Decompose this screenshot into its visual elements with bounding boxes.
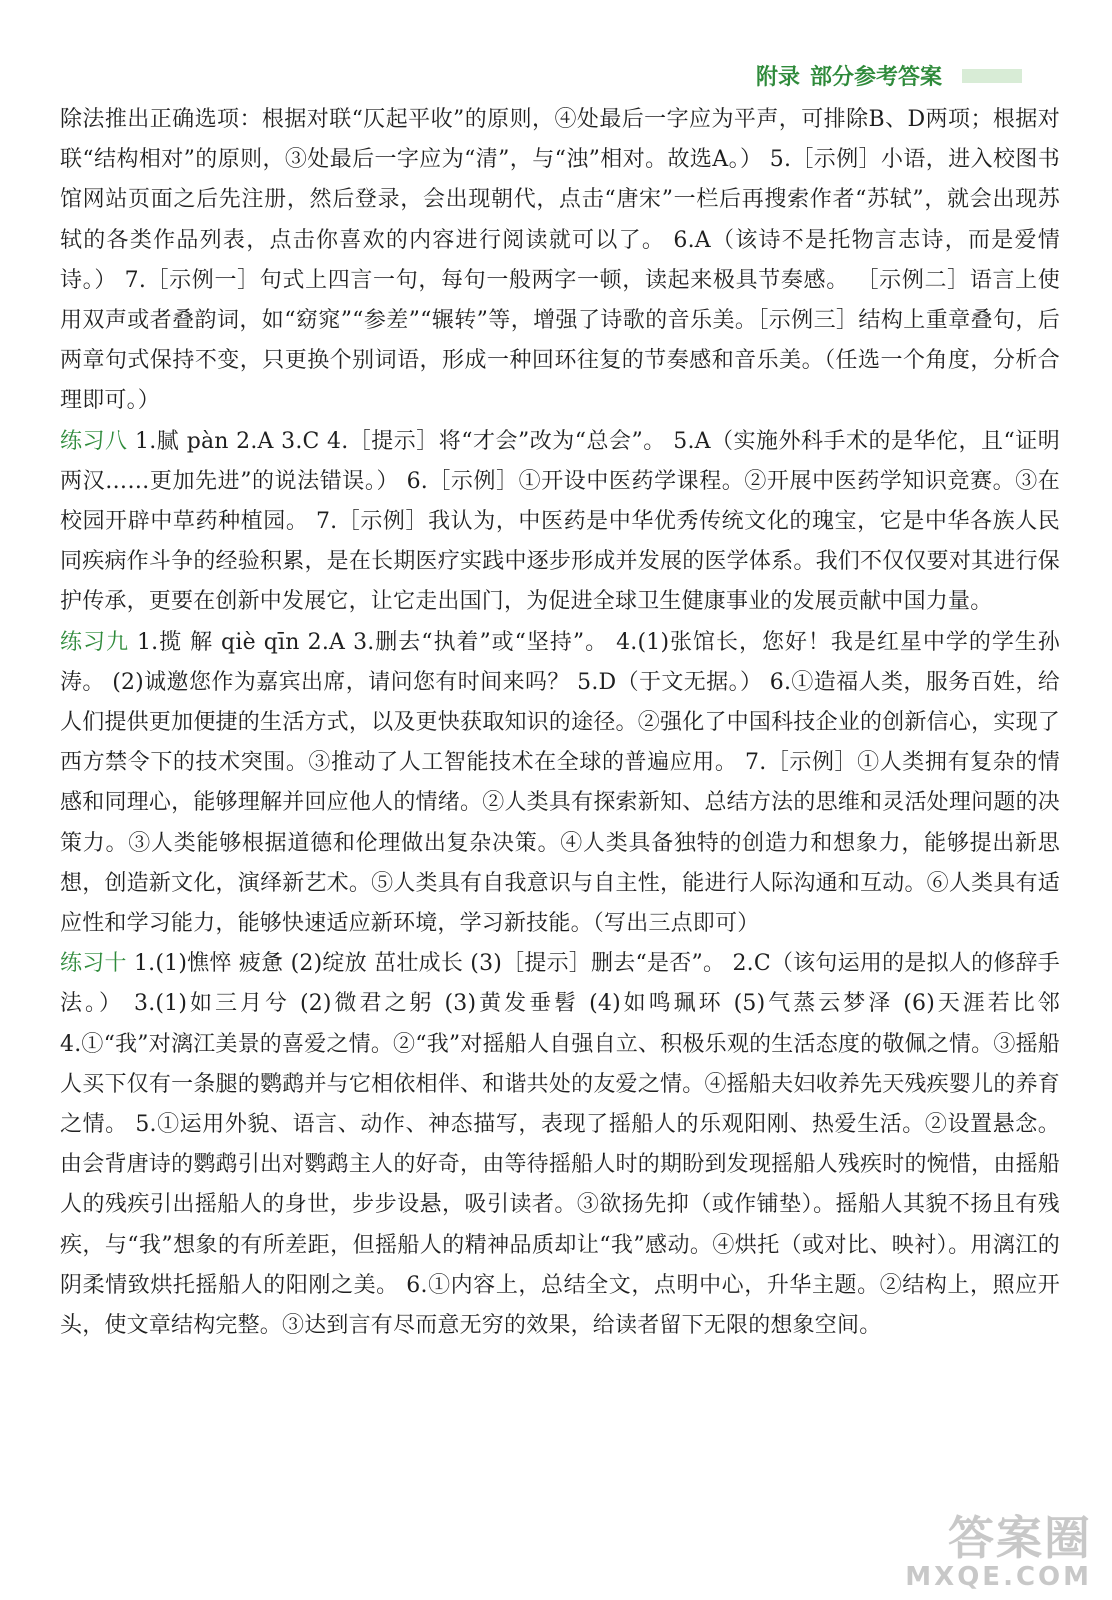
watermark-url: MXQE.COM [905, 1562, 1092, 1592]
paragraph-text: 1.腻 pàn 2.A 3.C 4.［提示］将“才会”改为“总会”。 5.A（实施外科手术的是华佗，且“证明两汉……更加先进”的说法错误。） 6.［示例］①开设中医药学课程。②开展中医药学知识竞赛。③在校园开辟中草药种植园。 7.［示例］我认为，中医药是中华优秀传统文化的瑰宝，它是中华各族人民同疾病作斗争的经验积累，是在长期医疗实践中逐步形成并发展的医学体系。我们不仅仅要对其进行保护传承，更要在创新中发展它，让它走出国门，为促进全球卫生健康事业的发展贡献中国力量。 [60, 428, 1061, 615]
watermark-logo [905, 1502, 1092, 1592]
header-decor-bar [962, 69, 1022, 83]
paragraph-text: 1.揽 解 qiè qīn 2.A 3.删去“执着”或“坚持”。 4.(1)张馆长，您好！我是红星中学的学生孙涛。 (2)诚邀您作为嘉宾出席，请问您有时间来吗？ 5.D（于文无据。） 6.①造福人类，服务百姓，给人们提供更加便捷的生活方式，以及更快获取知识的途径。②强化了中国科技企业的创新信心，实现了西方禁令下的技术突围。③推动了人工智能技术在全球的普遍应用。 7.［示例］①人类拥有复杂的情感和同理心，能够理解并回应他人的情绪。②人类具有探索新知、总结方法的思维和灵活处理问题的决策力。③人类能够根据道德和伦理做出复杂决策。④人类具备独特的创造力和想象力，能够提出新思想，创造新文化，演绎新艺术。⑤人类具有自我意识与自主性，能进行人际沟通和互动。⑥人类具有适应性和学习能力，能够快速适应新环境，学习新技能。（写出三点即可） [60, 629, 1060, 937]
paragraph-text: 1.(1)憔悴 疲惫 (2)绽放 茁壮成长 (3)［提示］删去“是否”。 2.C（该句运用的是拟人的修辞手法。） 3.(1)如三月兮 (2)微君之躬 (3)黄发垂髫 (4)如鸣珮环 (5)气蒸云梦泽 (6)天涯若比邻 4.①“我”对漓江美景的喜爱之情。②“我”对摇船人自强自立、积极乐观的生活态度的敬佩之情。③摇船人买下仅有一条腿的鹦鹉并与它相依相伴、和谐共处的友爱之情。④摇船夫妇收养先天残疾婴儿的养育之情。 5.①运用外貌、语言、动作、神态描写，表现了摇船人的乐观阳刚、热爱生活。②设置悬念。由会背唐诗的鹦鹉引出对鹦鹉主人的好奇，由等待摇船人时的期盼到发现摇船人残疾时的惋惜，由摇船人的残疾引出摇船人的身世，步步设悬，吸引读者。③欲扬先抑（或作铺垫）。摇船人其貌不扬且有残疾，与“我”想象的有所差距，但摇船人的精神品质却让“我”感动。④烘托（或对比、映衬）。用漓江的阴柔情致烘托摇船人的阳刚之美。 6.①内容上，总结全文，点明中心，升华主题。②结构上，照应开头，使文章结构完整。③达到言有尽而意无穷的效果，给读者留下无限的想象空间。 [60, 951, 1061, 1339]
header-section: 附录 [755, 65, 800, 90]
exercise-label: 练习八 [60, 428, 128, 454]
exercise-label: 练习十 [60, 951, 127, 977]
exercise-label: 练习九 [60, 629, 129, 655]
paragraph-exercise-8 [60, 422, 1060, 623]
page-header [756, 60, 1022, 91]
watermark-title: 答案圈 [948, 1511, 1092, 1565]
header-title: 部分参考答案 [809, 65, 942, 90]
paragraph-continued [60, 100, 1060, 422]
paragraph-exercise-9 [60, 623, 1060, 945]
paragraph-exercise-10 [60, 944, 1060, 1346]
answer-body [60, 100, 1060, 1346]
paragraph-text: 除法推出正确选项：根据对联“仄起平收”的原则，④处最后一字应为平声，可排除B、D两项；根据对联“结构相对”的原则，③处最后一字应为“清”，与“浊”相对。故选A。） 5.［示例］小语，进入校图书馆网站页面之后先注册，然后登录，会出现朝代，点击“唐宋”一栏后再搜索作者“苏轼”，就会出现苏轼的各类作品列表，点击你喜欢的内容进行阅读就可以了。 6.A（该诗不是托物言志诗，而是爱情诗。） 7.［示例一］句式上四言一句，每句一般两字一顿，读起来极具节奏感。 ［示例二］语言上使用双声或者叠韵词，如“窈窕”“参差”“辗转”等，增强了诗歌的音乐美。［示例三］结构上重章叠句，后两章句式保持不变，只更换个别词语，形成一种回环往复的节奏感和音乐美。（任选一个角度，分析合理即可。） [60, 107, 1060, 414]
